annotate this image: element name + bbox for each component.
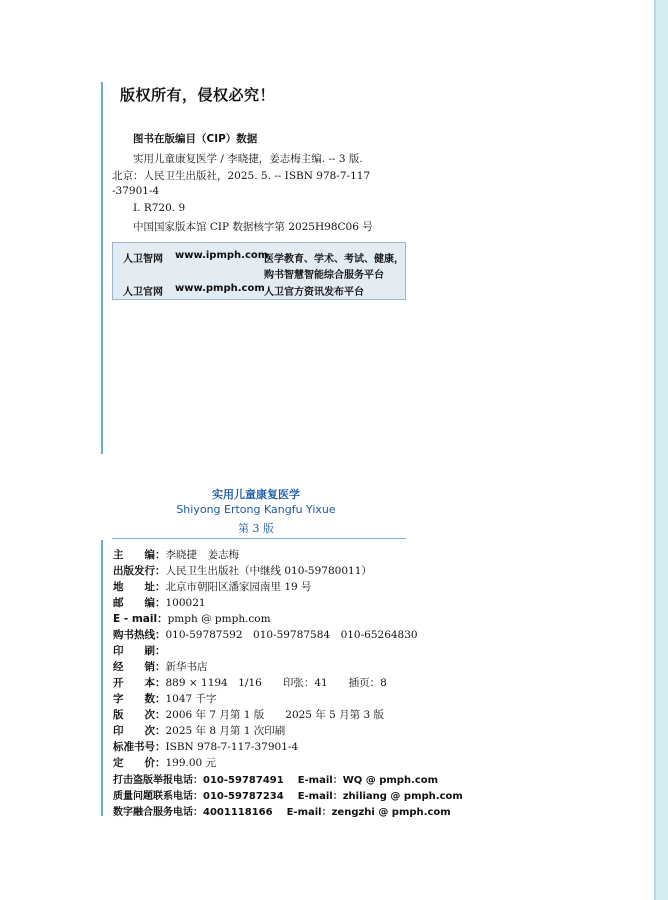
detail-row: 开 本：889 × 1194 1/16 印张：41 插页：8 <box>113 677 387 689</box>
margin-rule-bottom <box>101 540 103 816</box>
divider <box>112 538 406 539</box>
detail-value: 889 × 1194 1/16 印张：41 插页：8 <box>165 677 387 689</box>
detail-label: 主 编 <box>113 549 155 561</box>
detail-label: 邮 编 <box>113 597 155 609</box>
detail-row: 出版发行：人民卫生出版社（中继线 010-59780011） <box>113 565 372 577</box>
detail-label: 出版发行 <box>113 565 155 577</box>
detail-label: 购书热线 <box>113 629 155 641</box>
contact-label: 打击盗版举报电话 <box>113 775 193 786</box>
detail-value: 人民卫生出版社（中继线 010-59780011） <box>165 565 372 577</box>
detail-label: 字 数 <box>113 693 155 705</box>
link-desc: 人卫官方资讯发布平台 <box>264 287 364 298</box>
page-edge-decoration <box>654 0 668 900</box>
detail-label: 地 址 <box>113 581 155 593</box>
contact-email[interactable]: E-mail：WQ @ pmph.com <box>297 775 439 786</box>
detail-value: ISBN 978-7-117-37901-4 <box>165 741 299 753</box>
copyright-notice: 版权所有，侵权必究！ <box>120 86 276 104</box>
book-pinyin-title: Shiyong Ertong Kangfu Yixue <box>176 503 336 516</box>
detail-value: 100021 <box>165 597 206 609</box>
detail-row: 标准书号：ISBN 978-7-117-37901-4 <box>113 741 299 753</box>
detail-label: 印 次 <box>113 725 155 737</box>
contact-email[interactable]: E-mail：zhiliang @ pmph.com <box>297 791 463 802</box>
website-links-box <box>112 242 406 300</box>
detail-row: 经 销：新华书店 <box>113 661 208 673</box>
detail-label: 版 次 <box>113 709 155 721</box>
detail-value: 199.00 元 <box>165 757 217 769</box>
detail-row: 购书热线：010-59787592 010-59787584 010-65264830 <box>113 629 418 641</box>
detail-label: 标准书号 <box>113 741 155 753</box>
contact-phone: 010-59787234 <box>203 791 284 802</box>
detail-value: 2006 年 7 月第 1 版 2025 年 5 月第 3 版 <box>165 709 385 721</box>
link-name: 人卫智网 <box>123 254 163 265</box>
detail-label: 印 刷 <box>113 645 155 657</box>
detail-row: 印 刷： <box>113 645 166 657</box>
detail-value: 2025 年 8 月第 1 次印刷 <box>165 725 286 737</box>
detail-value[interactable]: pmph @ pmph.com <box>167 613 271 625</box>
detail-value: 010-59787592 010-59787584 010-65264830 <box>165 629 418 641</box>
contact-phone: 4001118166 <box>203 807 273 818</box>
detail-label: 开 本 <box>113 677 155 689</box>
detail-row: 主 编：李晓捷 姜志梅 <box>113 549 239 561</box>
detail-value: 北京市朝阳区潘家园南里 19 号 <box>165 581 312 593</box>
contact-label: 数字融合服务电话 <box>113 807 193 818</box>
contact-row: 打击盗版举报电话：010-59787491 E-mail：WQ @ pmph.com <box>113 775 439 786</box>
detail-value: 新华书店 <box>165 661 208 673</box>
contact-email[interactable]: E-mail：zengzhi @ pmph.com <box>286 807 451 818</box>
link-url[interactable]: www.pmph.com <box>175 283 265 294</box>
link-desc: 购书智慧智能综合服务平台 <box>264 270 384 281</box>
book-edition: 第 3 版 <box>238 522 274 535</box>
cip-line: Ⅰ. R720. 9 <box>133 202 186 214</box>
detail-row: 定 价：199.00 元 <box>113 757 217 769</box>
detail-label: E - mail <box>113 613 158 625</box>
link-url[interactable]: www.ipmph.com <box>175 250 269 261</box>
detail-row: 字 数：1047 千字 <box>113 693 217 705</box>
detail-row: 版 次：2006 年 7 月第 1 版 2025 年 5 月第 3 版 <box>113 709 385 721</box>
contact-phone: 010-59787491 <box>203 775 284 786</box>
cip-title: 图书在版编目（CIP）数据 <box>133 133 258 145</box>
detail-row: 邮 编：100021 <box>113 597 206 609</box>
cip-line: 实用儿童康复医学 / 李晓捷，姜志梅主编. -- 3 版. <box>133 153 363 165</box>
detail-value: 1047 千字 <box>165 693 217 705</box>
detail-label: 经 销 <box>113 661 155 673</box>
link-name: 人卫官网 <box>123 287 163 298</box>
contact-label: 质量问题联系电话 <box>113 791 193 802</box>
cip-line: 北京：人民卫生出版社，2025. 5. -- ISBN 978-7-117 <box>112 170 371 182</box>
detail-row: 印 次：2025 年 8 月第 1 次印刷 <box>113 725 286 737</box>
cip-line: 中国国家版本馆 CIP 数据核字第 2025H98C06 号 <box>133 221 373 233</box>
contact-row: 质量问题联系电话：010-59787234 E-mail：zhiliang @ pmph.com <box>113 791 463 802</box>
detail-value: 李晓捷 姜志梅 <box>165 549 239 561</box>
detail-row: 地 址：北京市朝阳区潘家园南里 19 号 <box>113 581 312 593</box>
link-desc: 医学教育、学术、考试、健康， <box>264 254 404 265</box>
cip-line: -37901-4 <box>112 185 160 197</box>
contact-row: 数字融合服务电话：4001118166 E-mail：zengzhi @ pmph.com <box>113 807 451 818</box>
book-title: 实用儿童康复医学 <box>212 488 300 501</box>
detail-label: 定 价 <box>113 757 155 769</box>
margin-rule-top <box>101 82 103 454</box>
detail-row: E - mail：pmph @ pmph.com <box>113 613 271 625</box>
